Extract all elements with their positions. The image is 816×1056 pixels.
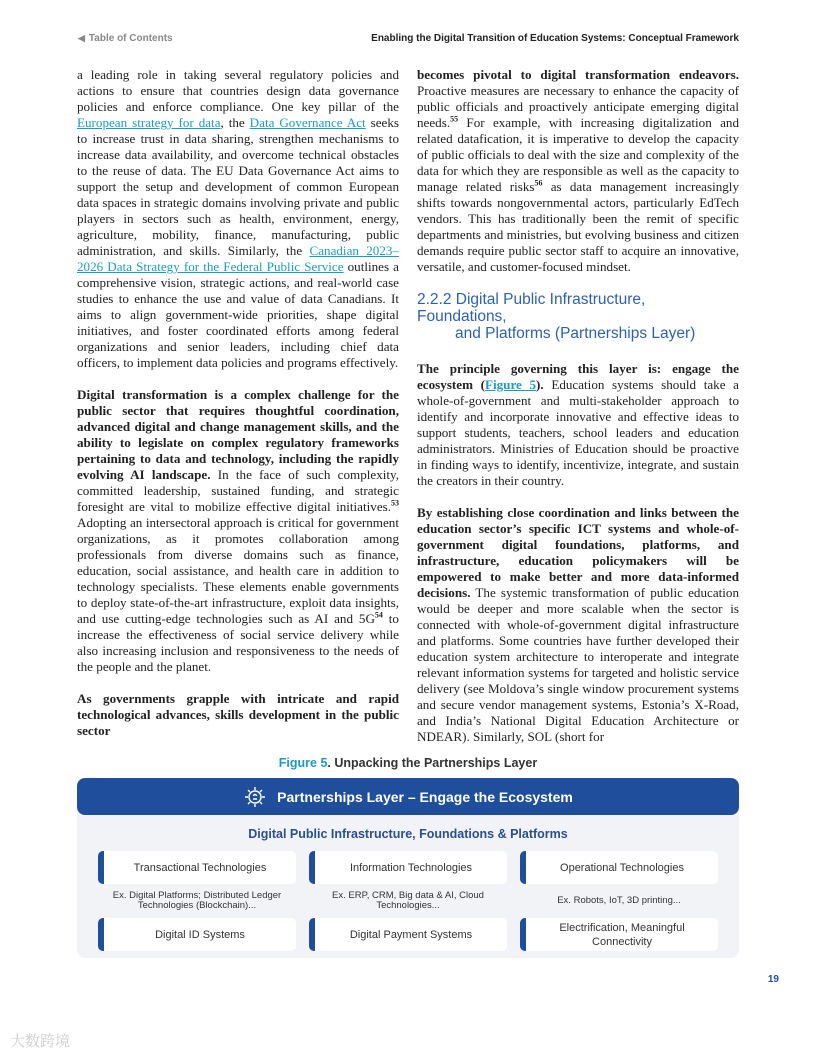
figure-5 xyxy=(77,778,739,958)
bold-lead: As governments grapple with intricate and rapid technological advances, skills development in the public sector xyxy=(77,691,399,738)
figure-title: . Unpacking the Partnerships Layer xyxy=(327,756,538,770)
european-strategy-link[interactable]: European strategy for data xyxy=(77,115,221,130)
bold-lead: ). xyxy=(536,377,544,392)
example-text: Ex. ERP, CRM, Big data & AI, Cloud Technologies... xyxy=(332,890,484,911)
text: The systemic transformation of public education would be deeper and more scalable when the sector is connected with whole-of-government digital infrastructure and platforms. Some countries have further developed their education system architecture to interoperate and integrate relevant information systems for targeted and holistic service delivery (see Moldova’s single window procurement systems and secure vendor management systems, Estonia’s X-Road, and India’s National Digital Education Architecture or NDEAR). Similarly, SOL (short for xyxy=(417,585,739,744)
paragraph xyxy=(77,67,399,371)
left-column xyxy=(77,67,399,755)
text: In the face of such complexity, committed leadership, sustained funding, and strategic foresight are vital to mobilize effective digital initiatives. xyxy=(77,467,399,514)
figure-banner xyxy=(77,778,739,815)
example-text: Ex. Digital Platforms; Distributed Ledger Technologies (Blockchain)... xyxy=(112,890,282,911)
figure-caption xyxy=(0,756,816,770)
card-operational: Operational Technologies xyxy=(520,851,718,884)
text: to increase the effectiveness of social service delivery while also increasing inclusion and responsiveness to the needs of the people and the planet. xyxy=(77,611,399,674)
footnote-ref[interactable]: 55 xyxy=(450,114,459,124)
paragraph xyxy=(77,387,399,675)
text: Education systems should take a whole-of-government and multi-stakeholder approach to identify and incorporate innovative and effective ideas to support students, teachers, school leaders and education administrators. Ministries of Education should be proactive in finding ways to identify, incentivize, integrate, and sustain the creators in their country. xyxy=(417,377,739,488)
paragraph xyxy=(417,361,739,489)
footnote-ref[interactable]: 53 xyxy=(391,498,399,508)
back-triangle-icon: ◀ xyxy=(78,33,85,43)
text: Proactive measures are necessary to enhance the capacity of public officials and proactively anticipate emerging digital needs. xyxy=(417,83,739,130)
gear-bulb-icon xyxy=(243,785,267,809)
toc-label: Table of Contents xyxy=(88,33,173,44)
text: , the xyxy=(220,115,250,130)
section-heading xyxy=(417,291,739,342)
footnote-ref[interactable]: 54 xyxy=(374,610,383,620)
paragraph xyxy=(77,691,399,739)
figure-number: Figure 5 xyxy=(278,756,328,770)
table-of-contents-link[interactable] xyxy=(78,33,173,44)
example-text: Ex. Robots, IoT, 3D printing... xyxy=(557,895,681,906)
document-title: Enabling the Digital Transition of Education Systems: Conceptual Framework xyxy=(371,33,739,44)
card-digital-id: Digital ID Systems xyxy=(98,918,296,951)
technology-grid xyxy=(98,851,718,951)
text: Adopting an intersectoral approach is critical for government organizations, as it promotes collaboration among professionals from diverse domains such as finance, education, social assistance, and health care in addition to technology specialists. These elements enable governments to deploy state-of-the-art infrastructure, exploit data insights, and use cutting-edge technologies such as AI and 5G xyxy=(77,515,399,626)
heading-line: 2.2.2 Digital Public Infrastructure, Foundations, xyxy=(417,291,646,325)
card-information: Information Technologies xyxy=(309,851,507,884)
heading-line: and Platforms (Partnerships Layer) xyxy=(455,325,696,342)
card-digital-payment: Digital Payment Systems xyxy=(309,918,507,951)
text: a leading role in taking several regulatory policies and actions to ensure that countries design data governance policies and enforce compliance. One key pillar of the xyxy=(77,67,399,114)
bold-lead: By establishing close coordination and links between the education sector’s specific ICT systems and whole-of-government digital foundations, platforms, and infrastructure, education policymakers will be empowered to make better and more data-informed decisions. xyxy=(417,505,739,600)
text: as data management increasingly shifts towards nongovernmental actors, particularly EdTech vendors. This has traditionally been the remit of specific departments and ministries, but evolving business and citizen demands require public sector staff to acquire an innovative, versatile, and customer-focused mindset. xyxy=(417,179,739,274)
paragraph xyxy=(417,67,739,275)
watermark: 大数跨境 xyxy=(10,1032,71,1050)
figure-5-link[interactable]: Figure 5 xyxy=(485,377,537,392)
bold-lead: becomes pivotal to digital transformation endeavors. xyxy=(417,67,739,82)
card-electrification: Electrification, Meaningful Connectivity xyxy=(520,918,718,951)
text: seeks to increase trust in data sharing, strengthen mechanisms to increase data availability, and overcome technical obstacles to the reuse of data. The EU Data Governance Act aims to support the setup and development of common European data spaces in strategic domains involving private and public players in sectors such as health, environment, energy, agriculture, mobility, finance, manufacturing, public administration, and skills. Similarly, the xyxy=(77,115,400,258)
bold-lead: The principle governing this layer is: engage the ecosystem ( xyxy=(417,361,739,392)
bold-lead: Digital transformation is a complex challenge for the public sector that requires thoughtful coordination, advanced digital and change management skills, and the ability to legislate on complex regulatory frameworks pertaining to data and technology, including the rapidly evolving AI landscape. xyxy=(77,387,399,482)
text: For example, with increasing digitalization and related datafication, it is imperative to develop the capacity of public officials to deal with the size and complexity of the data for which they are responsible as well as the capacity to manage related risks xyxy=(417,115,739,194)
right-column xyxy=(417,67,739,761)
data-governance-act-link[interactable]: Data Governance Act xyxy=(249,115,366,130)
text: outlines a comprehensive vision, strategic actions, and real-world case studies to enhance the use and value of data Canadians. It aims to align government-wide priorities, shape digital initiatives, and foster coordinated efforts among federal organizations and senior leaders, including chief data officers, to implement data policies and programs effectively. xyxy=(77,259,399,370)
canadian-data-strategy-link[interactable]: Canadian 2023–2026 Data Strategy for the Federal Public Service xyxy=(77,243,399,274)
figure-subtitle: Digital Public Infrastructure, Foundations & Platforms xyxy=(248,827,568,841)
page-number: 19 xyxy=(767,974,779,985)
card-transactional: Transactional Technologies xyxy=(98,851,296,884)
footnote-ref[interactable]: 56 xyxy=(534,178,543,188)
paragraph xyxy=(417,505,739,745)
banner-title: Partnerships Layer – Engage the Ecosystem xyxy=(277,788,573,805)
